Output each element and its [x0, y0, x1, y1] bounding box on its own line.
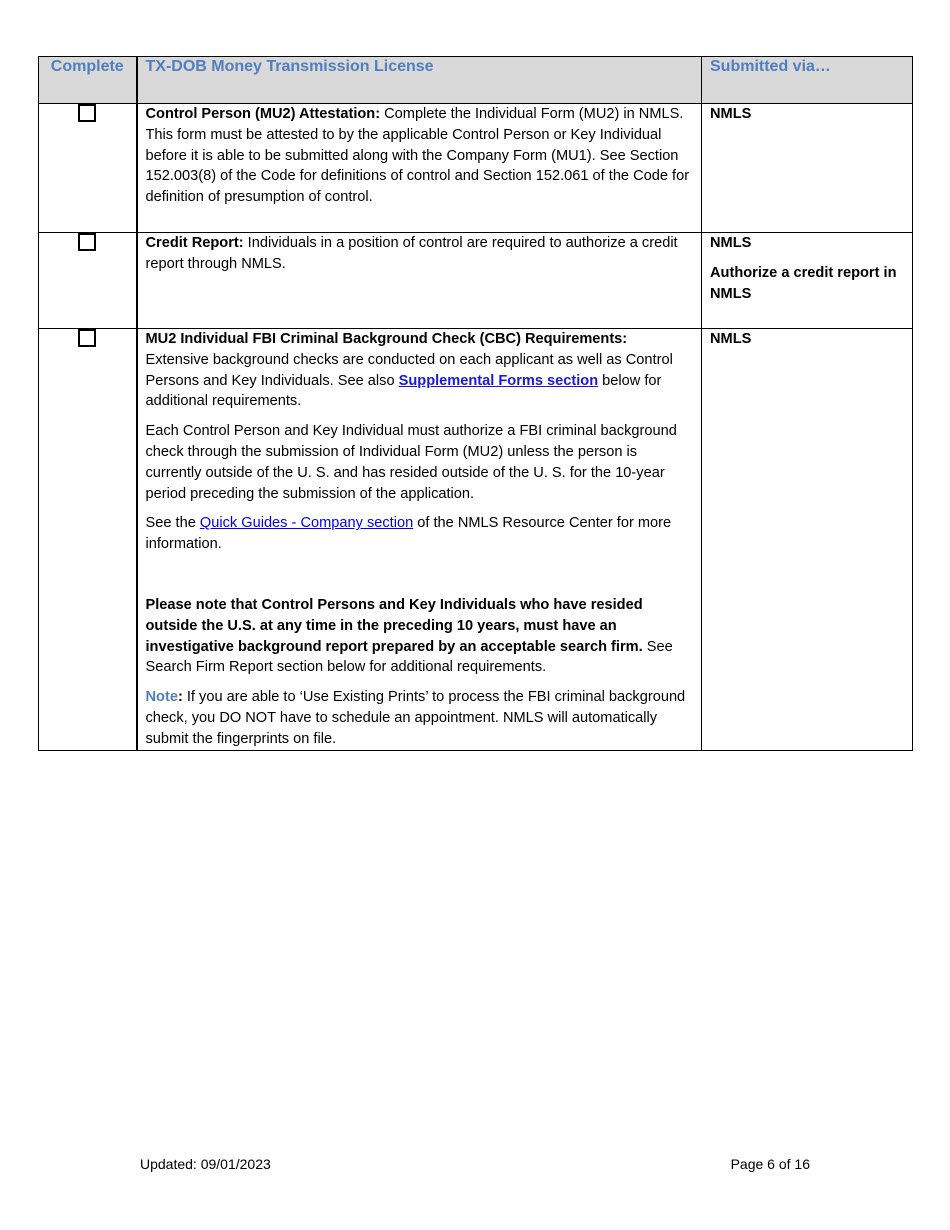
requirement-cell: [137, 329, 702, 751]
note-text: If you are able to ‘Use Existing Prints’ to process the FBI criminal background check, you DO NOT have to schedule an appointment. NMLS will automatically submit the fingerprints on file.: [145, 689, 686, 747]
spacer: [146, 555, 694, 595]
submitted-cell: [702, 329, 913, 751]
requirement-text-after-link: below for additional requirements.: [145, 372, 662, 410]
requirement-title: Credit Report:: [145, 235, 244, 251]
quick-guides-suffix: of the NMLS Resource Center for more information.: [145, 515, 672, 553]
footer-page-number: Page 6 of 16: [730, 1156, 810, 1172]
note-colon: :: [177, 689, 183, 706]
complete-checkbox-credit-report[interactable]: [78, 233, 96, 251]
complete-checkbox-fbi-cbc[interactable]: [78, 329, 96, 347]
complete-cell: [39, 104, 137, 233]
fbi-check-paragraph: Each Control Person and Key Individual must authorize a FBI criminal background check through the submission of Individual Form (MU2) unless the person is currently outside of the U. S. and has resided outside of the U. S. for the 10-year period preceding the submission of the application.: [145, 423, 677, 502]
requirement-text: Individuals in a position of control are required to authorize a credit report through NMLS.: [145, 235, 678, 272]
table-row: [39, 233, 913, 329]
requirement-text: Complete the Individual Form (MU2) in NMLS. This form must be attested to by the applicable Control Person or Key Individual before it is able to be submitted along with the Company Form (MU1). See Section 152.003(8) of the Code for definitions of control and Section 152.061 of the Code for definition of presumption of control.: [145, 106, 690, 206]
footer-updated-date: Updated: 09/01/2023: [140, 1156, 271, 1172]
requirement-title: Control Person (MU2) Attestation:: [145, 106, 381, 122]
submitted-value: NMLS: [710, 235, 752, 251]
search-firm-notice: Please note that Control Persons and Key Individuals who have resided outside the U.S. at any time in the preceding 10 years, must have an investigative background report prepared by an acceptable search firm.: [145, 596, 643, 655]
requirement-cell: [137, 233, 702, 329]
table-row: [39, 104, 913, 233]
note-label: Note: [145, 689, 178, 706]
search-firm-text: See Search Firm Report section below for additional requirements.: [145, 638, 673, 676]
submitted-note: Authorize a credit report in NMLS: [710, 264, 897, 302]
requirement-text: Extensive background checks are conducted on each applicant as well as Control Persons and Key Individuals. See also: [145, 351, 673, 389]
submitted-value: NMLS: [710, 106, 752, 122]
quick-guides-prefix: See the: [145, 515, 200, 532]
complete-cell: [39, 329, 137, 751]
complete-checkbox-control-person[interactable]: [78, 104, 96, 122]
table-row: [39, 329, 913, 751]
submitted-column-header: Submitted via…: [702, 57, 913, 104]
submitted-value: NMLS: [710, 331, 752, 347]
supplemental-forms-link[interactable]: Supplemental Forms section: [398, 372, 599, 389]
submitted-cell: [702, 104, 913, 233]
table-header-row: [39, 57, 913, 104]
complete-column-header: Complete: [39, 57, 137, 104]
complete-cell: [39, 233, 137, 329]
license-column-header: TX-DOB Money Transmission License: [137, 57, 702, 104]
license-checklist-table: [38, 56, 913, 751]
submitted-cell: [702, 233, 913, 329]
requirement-title: MU2 Individual FBI Criminal Background Check (CBC) Requirements:: [145, 331, 628, 347]
requirement-cell: [137, 104, 702, 233]
quick-guides-link[interactable]: Quick Guides - Company section: [199, 515, 414, 532]
